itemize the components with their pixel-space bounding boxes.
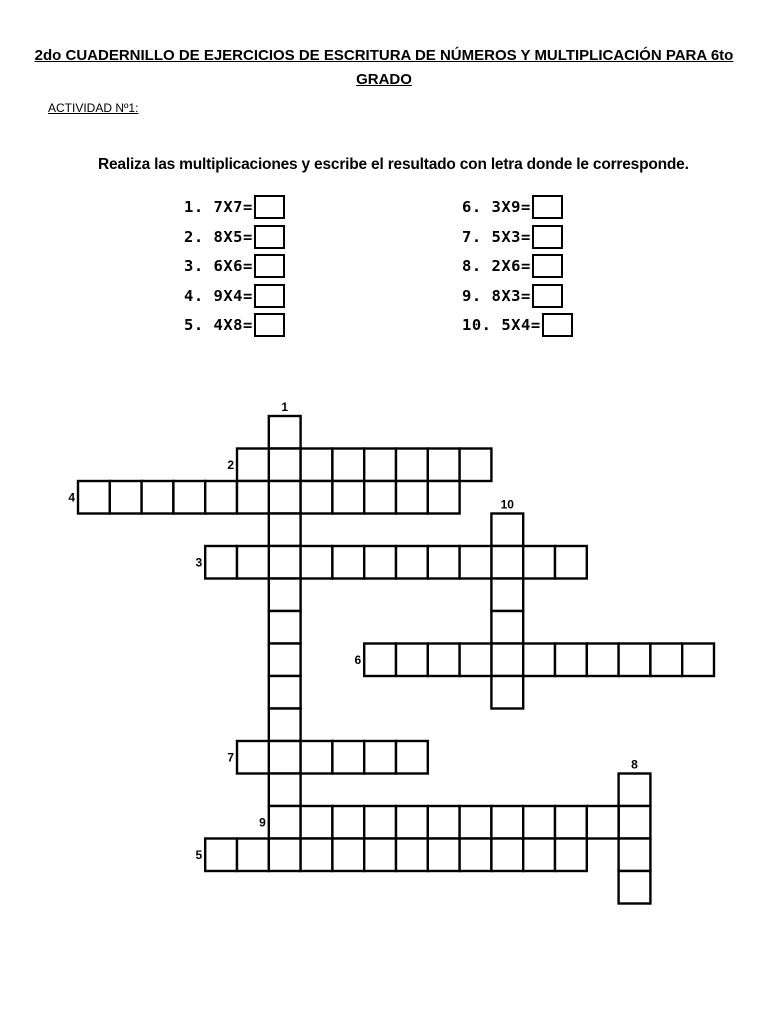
crossword-cell[interactable] (364, 806, 396, 839)
crossword-cell[interactable] (205, 546, 237, 579)
crossword-cell[interactable] (619, 806, 651, 839)
activity-label: ACTIVIDAD Nº1: (48, 101, 139, 115)
crossword-cell[interactable] (301, 839, 333, 872)
crossword-cell[interactable] (491, 644, 523, 677)
crossword-cell[interactable] (619, 839, 651, 872)
crossword-cell[interactable] (269, 481, 301, 514)
crossword-cell[interactable] (460, 644, 492, 677)
crossword-cell[interactable] (460, 449, 492, 482)
crossword-cell[interactable] (237, 546, 269, 579)
crossword-cell[interactable] (332, 481, 364, 514)
crossword-cell[interactable] (428, 839, 460, 872)
crossword-cell[interactable] (428, 449, 460, 482)
page-title: 2do CUADERNILLO DE EJERCICIOS DE ESCRITURA DE NÚMEROS Y MULTIPLICACIÓN PARA 6to GRADO (34, 47, 734, 88)
crossword-cell[interactable] (555, 644, 587, 677)
exercise-label: 5. 4X8= (184, 316, 253, 334)
crossword-cell[interactable] (491, 546, 523, 579)
exercise-label: 10. 5X4= (462, 316, 541, 334)
clue-number: 8 (631, 757, 638, 772)
clue-number: 9 (259, 815, 266, 830)
crossword-cell[interactable] (364, 839, 396, 872)
exercise-label: 2. 8X5= (184, 227, 253, 246)
clue-number: 5 (195, 847, 203, 862)
crossword-cell[interactable] (110, 481, 142, 514)
crossword-cell[interactable] (650, 644, 682, 677)
crossword-cell[interactable] (491, 806, 523, 839)
crossword-cell[interactable] (428, 644, 460, 677)
crossword-cell[interactable] (301, 806, 333, 839)
crossword-cell[interactable] (364, 644, 396, 677)
exercise-label: 1. 7X7= (184, 198, 253, 216)
exercise-label: 3. 6X6= (184, 257, 253, 275)
crossword-cell[interactable] (269, 741, 301, 774)
crossword-cell[interactable] (460, 546, 492, 579)
exercise-label: 8. 2X6= (462, 257, 531, 275)
crossword-cell[interactable] (555, 839, 587, 872)
crossword-cell[interactable] (523, 806, 555, 839)
crossword-cell[interactable] (619, 871, 651, 904)
crossword-cell[interactable] (269, 806, 301, 839)
crossword-cell[interactable] (364, 546, 396, 579)
crossword-cell[interactable] (523, 839, 555, 872)
instruction-text: Realiza las multiplicaciones y escribe el resultado con letra donde le corresponde. (98, 156, 689, 173)
crossword-cell[interactable] (491, 514, 523, 547)
crossword-cell[interactable] (619, 774, 651, 807)
crossword-cell[interactable] (428, 546, 460, 579)
crossword-cell[interactable] (269, 611, 301, 644)
crossword-cell[interactable] (269, 546, 301, 579)
crossword-cell[interactable] (269, 579, 301, 612)
crossword-cell[interactable] (269, 839, 301, 872)
crossword-cell[interactable] (555, 806, 587, 839)
clue-number: 3 (195, 555, 203, 570)
crossword-cell[interactable] (269, 709, 301, 742)
crossword-cell[interactable] (237, 839, 269, 872)
crossword-cell[interactable] (269, 676, 301, 709)
crossword-cell[interactable] (491, 839, 523, 872)
crossword-cell[interactable] (396, 839, 428, 872)
crossword-cell[interactable] (364, 741, 396, 774)
crossword-cell[interactable] (396, 449, 428, 482)
crossword-cell[interactable] (332, 806, 364, 839)
exercise-label: 6. 3X9= (462, 198, 531, 216)
crossword-cell[interactable] (523, 546, 555, 579)
crossword-cell[interactable] (332, 449, 364, 482)
crossword-cell[interactable] (396, 481, 428, 514)
crossword-cell[interactable] (269, 644, 301, 677)
crossword-cell[interactable] (523, 644, 555, 677)
crossword-cell[interactable] (587, 644, 619, 677)
crossword-cell[interactable] (142, 481, 174, 514)
crossword-cell[interactable] (491, 676, 523, 709)
clue-number: 7 (227, 750, 234, 765)
clue-number: 10 (500, 497, 514, 512)
crossword-cell[interactable] (491, 579, 523, 612)
crossword-cell[interactable] (396, 806, 428, 839)
crossword-cell[interactable] (205, 481, 237, 514)
exercise-label: 4. 9X4= (184, 286, 253, 305)
crossword-cell[interactable] (364, 481, 396, 514)
crossword-cell[interactable] (173, 481, 205, 514)
clue-number: 6 (354, 652, 362, 667)
crossword-cell[interactable] (301, 449, 333, 482)
crossword-cell[interactable] (332, 741, 364, 774)
crossword-cell[interactable] (301, 741, 333, 774)
exercise-label: 7. 5X3= (462, 227, 531, 246)
crossword-cell[interactable] (269, 774, 301, 807)
crossword-cell[interactable] (587, 806, 619, 839)
clue-number: 2 (227, 457, 234, 472)
crossword-cell[interactable] (428, 806, 460, 839)
crossword-cell[interactable] (555, 546, 587, 579)
crossword-cell[interactable] (269, 416, 301, 449)
crossword-cell[interactable] (237, 481, 269, 514)
crossword-cell[interactable] (619, 644, 651, 677)
crossword-cell[interactable] (78, 481, 110, 514)
crossword-cell[interactable] (460, 806, 492, 839)
crossword-cell[interactable] (301, 481, 333, 514)
crossword-cell[interactable] (301, 546, 333, 579)
crossword-cell[interactable] (396, 741, 428, 774)
crossword-cell[interactable] (396, 546, 428, 579)
crossword-cell[interactable] (682, 644, 714, 677)
crossword-cell[interactable] (428, 481, 460, 514)
clue-number: 1 (281, 400, 289, 414)
exercise-label: 9. 8X3= (462, 286, 531, 305)
crossword-cell[interactable] (396, 644, 428, 677)
crossword-cell[interactable] (269, 514, 301, 547)
crossword-cell[interactable] (205, 839, 237, 872)
crossword-cell[interactable] (237, 741, 269, 774)
crossword-cell[interactable] (491, 611, 523, 644)
crossword-cell[interactable] (269, 449, 301, 482)
crossword-cell[interactable] (332, 546, 364, 579)
crossword-cell[interactable] (237, 449, 269, 482)
crossword-cell[interactable] (332, 839, 364, 872)
clue-number: 4 (68, 490, 75, 505)
crossword-cell[interactable] (364, 449, 396, 482)
crossword-cell[interactable] (460, 839, 492, 872)
